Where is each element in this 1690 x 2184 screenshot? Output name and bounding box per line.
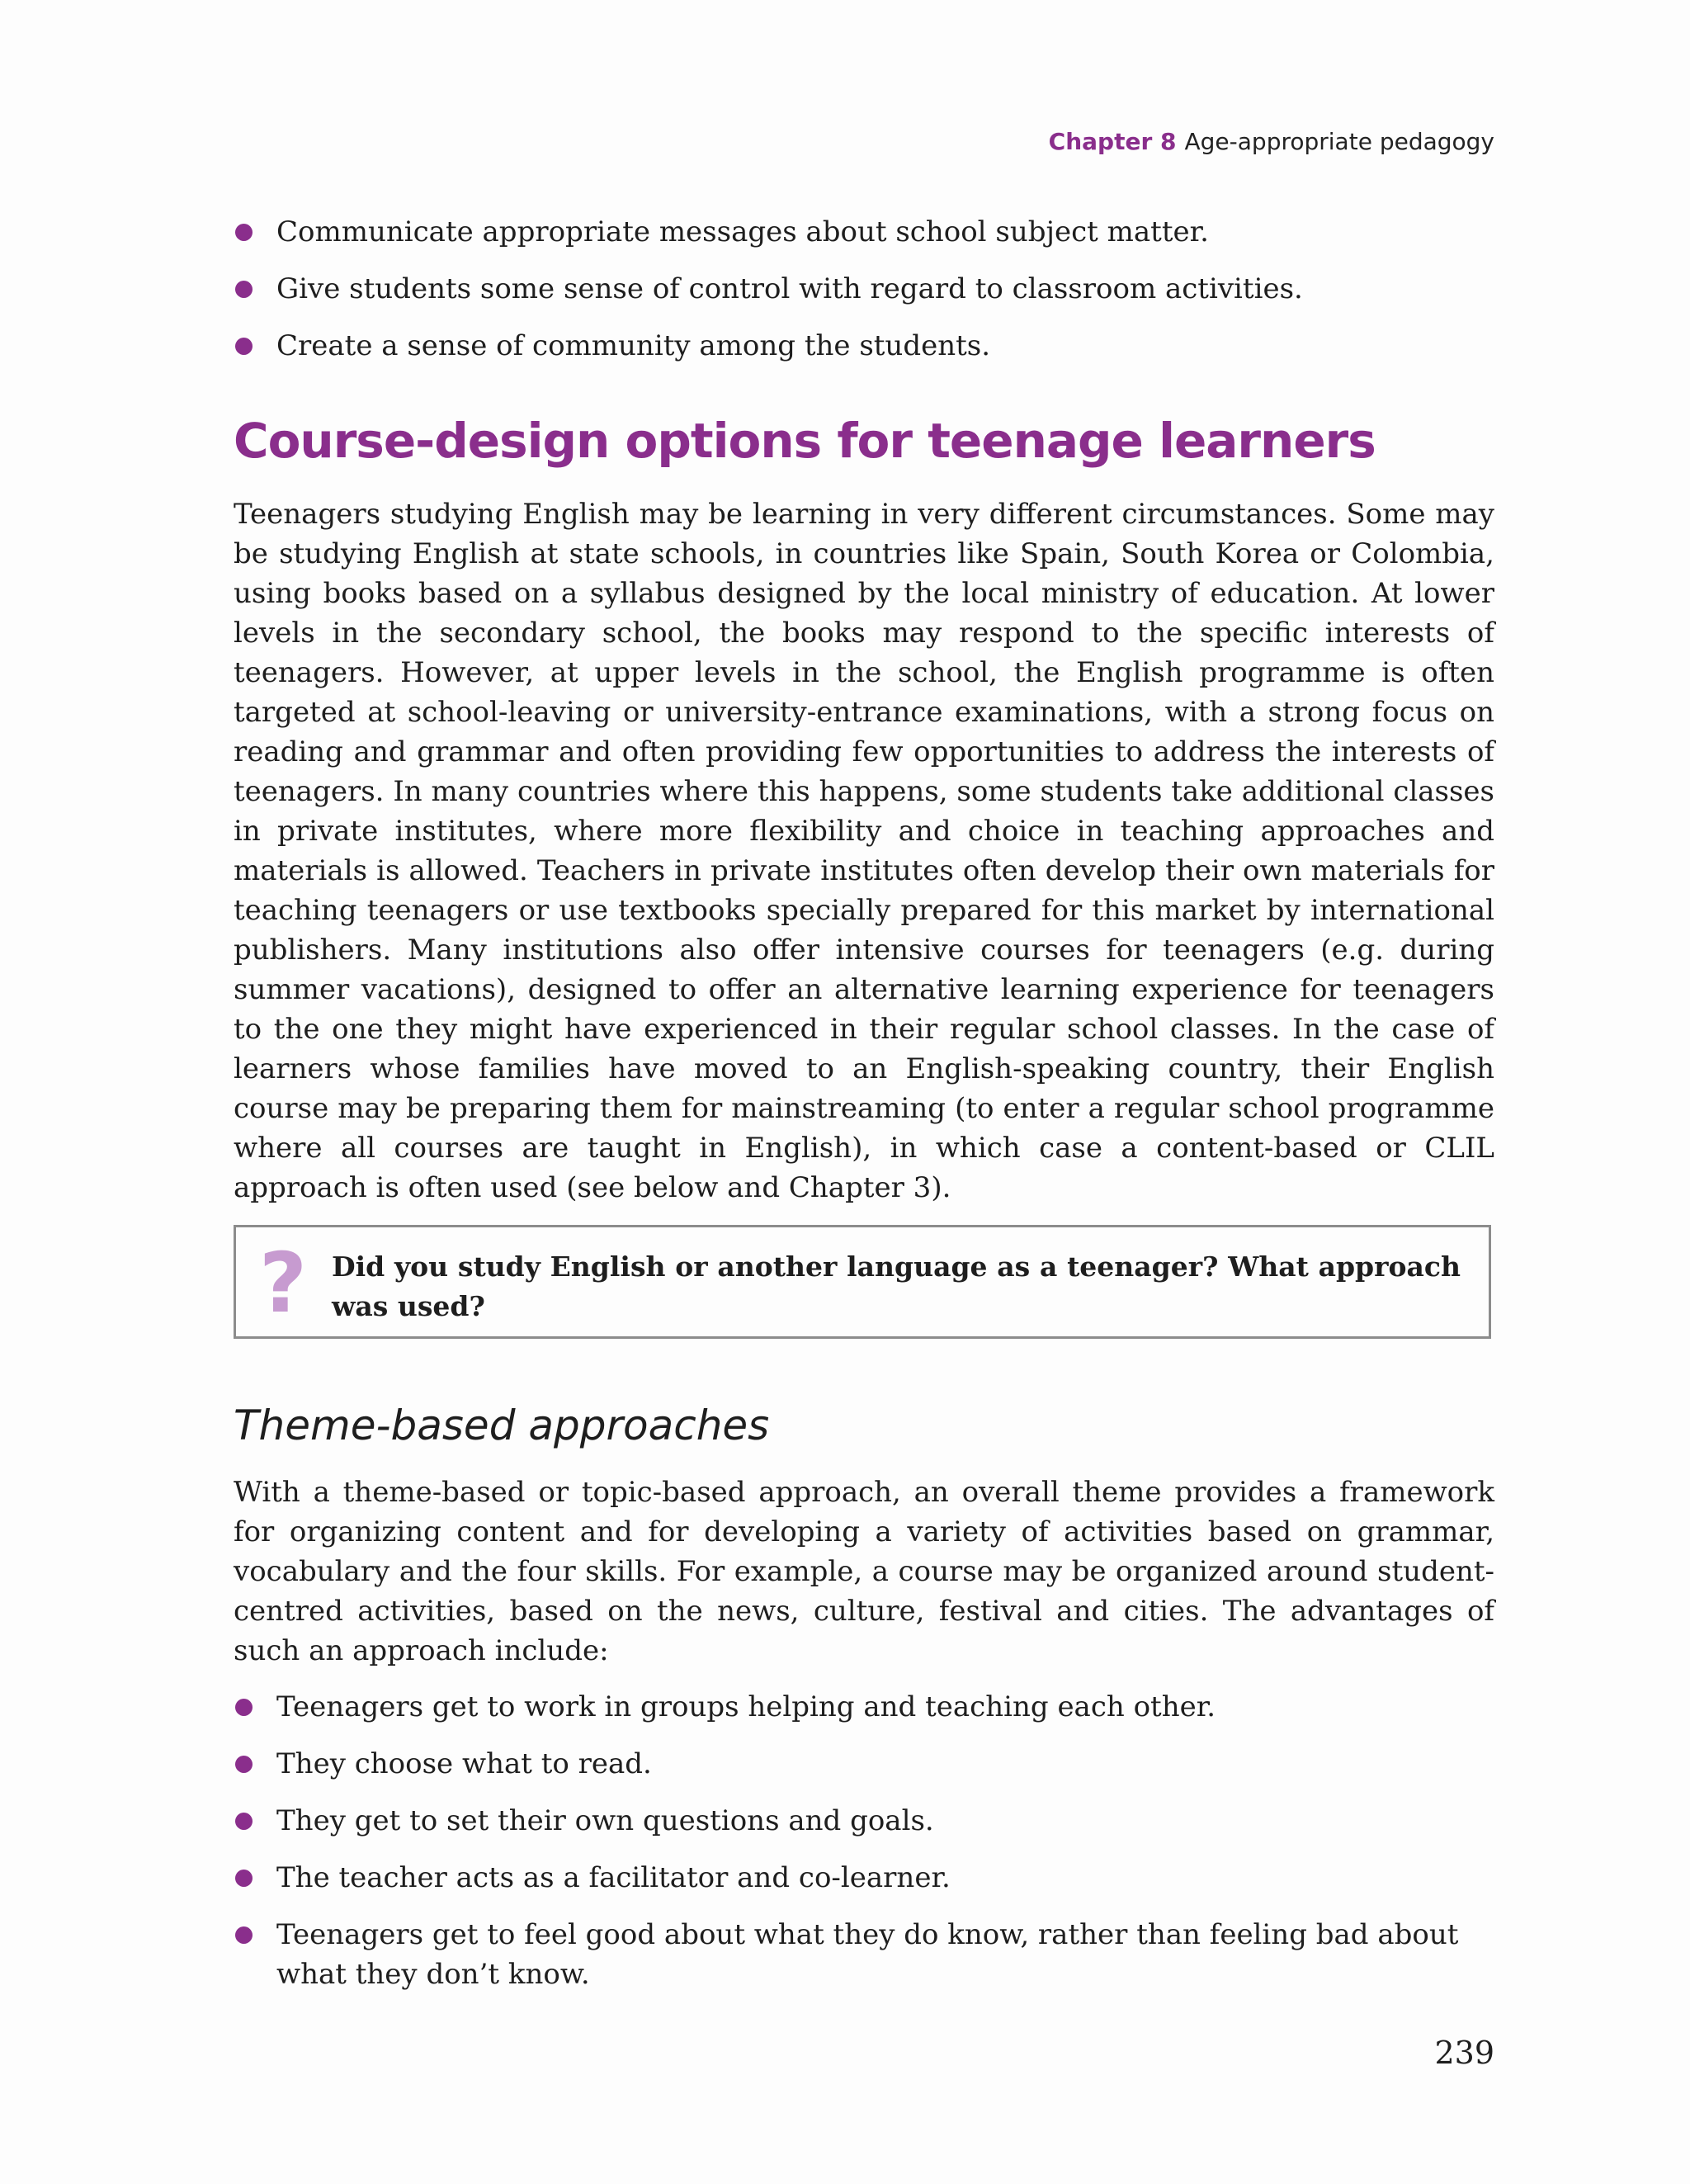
bullet-icon xyxy=(235,281,253,298)
bullet-icon xyxy=(235,1926,253,1944)
bullet-icon xyxy=(235,1870,253,1887)
chapter-title: Age-appropriate pedagogy xyxy=(1184,128,1494,155)
list-item: Create a sense of community among the students. xyxy=(234,326,1494,366)
bullet-icon xyxy=(235,1756,253,1773)
bullet-icon xyxy=(235,224,253,241)
body-paragraph-2: With a theme-based or topic-based approach, an overall theme provides a framework for organizing content and for developing a variety of activities based on grammar, vocabulary and the four skills. For example, a course may be organized around student-centred activities, based on the news, culture, festival and cities. The advantages of such an approach include: xyxy=(234,1476,1494,1667)
bullet-icon xyxy=(235,1813,253,1830)
list-item: They choose what to read. xyxy=(234,1744,1494,1784)
section-heading: Course-design options for teenage learners xyxy=(234,413,1376,469)
running-head xyxy=(1049,128,1494,155)
bullet-icon xyxy=(235,338,253,355)
list-item: The teacher acts as a facilitator and co-learner. xyxy=(234,1858,1494,1898)
list-item: Communicate appropriate messages about school subject matter. xyxy=(234,212,1494,252)
reflection-question-text: Did you study English or another language as a teenager? What approach was used? xyxy=(332,1250,1461,1322)
reflection-question-box xyxy=(234,1225,1491,1339)
list-item: Teenagers get to work in groups helping and teaching each other. xyxy=(234,1687,1494,1727)
subsection-heading: Theme-based approaches xyxy=(234,1402,770,1449)
page-number: 239 xyxy=(1434,2035,1494,2071)
body-paragraph-1: Teenagers studying English may be learning in very different circumstances. Some may be studying English at state schools, in countries like Spain, South Korea or Colombia, using books based on a syllabus designed by the local ministry of education. At lower levels in the secondary school, the books may respond to the specific interests of teenagers. However, at upper levels in the school, the English programme is often targeted at school-leaving or university-entrance examinations, with a strong focus on reading and grammar and often providing few opportunities to address the interests of teenagers. In many countries where this happens, some students take additional classes in private institutes, where more flexibility and choice in teaching approaches and materials is allowed. Teachers in private institutes often develop their own materials for teaching teenagers or use textbooks specially prepared for this market by international publishers. Many institutions also offer intensive courses for teenagers (e.g. during summer vacations), designed to offer an alternative learning experience for teenagers to the one they might have experienced in their regular school classes. In the case of learners whose families have moved to an English-speaking country, their English course may be preparing them for mainstreaming (to enter a regular school programme where all courses are taught in English), in which case a content-based or CLIL approach is often used (see below and Chapter 3). xyxy=(234,498,1494,1204)
question-mark-icon: ? xyxy=(259,1235,308,1331)
top-bullet-list xyxy=(234,212,1494,383)
chapter-label: Chapter 8 xyxy=(1048,128,1177,155)
list-item: Teenagers get to feel good about what they do know, rather than feeling bad about what they don’t know. xyxy=(234,1915,1494,1994)
list-item: Give students some sense of control with regard to classroom activities. xyxy=(234,269,1494,309)
bullet-icon xyxy=(235,1699,253,1716)
advantages-bullet-list xyxy=(234,1687,1494,2011)
list-item: They get to set their own questions and goals. xyxy=(234,1801,1494,1841)
